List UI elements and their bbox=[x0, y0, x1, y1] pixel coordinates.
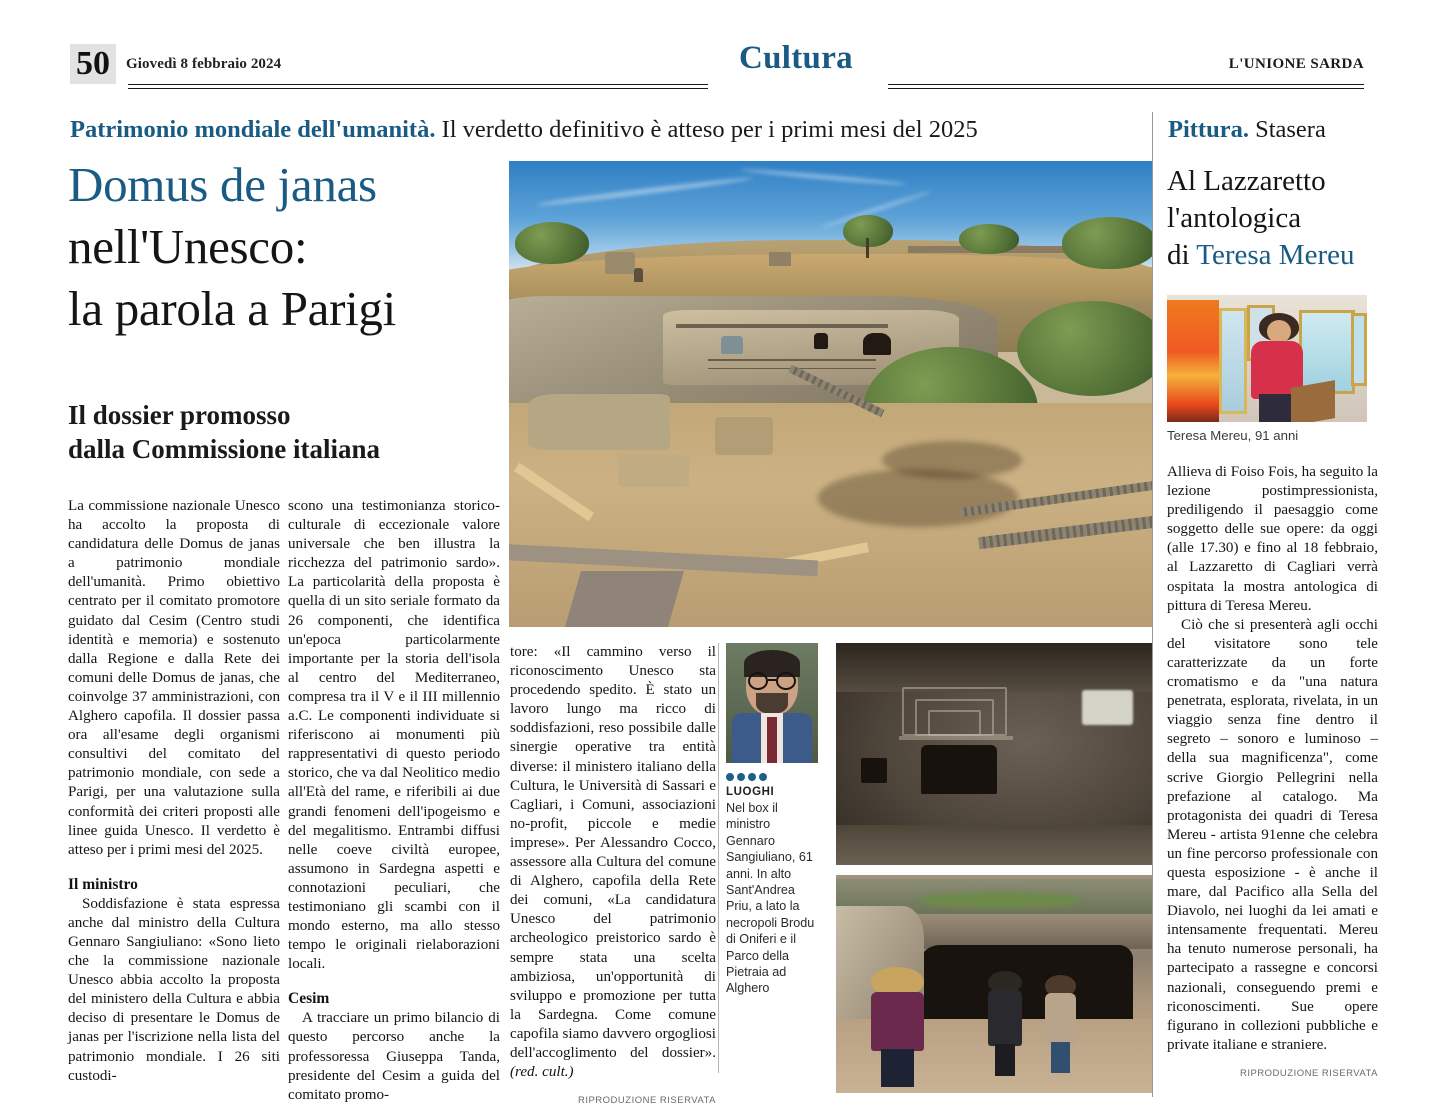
paragraph bbox=[510, 643, 716, 1082]
caption-box-luoghi bbox=[726, 643, 818, 997]
tree-shadow bbox=[818, 469, 1018, 527]
rock-outcrop bbox=[618, 455, 689, 488]
paragraph: Soddisfazione è stata espressa anche dal ministro della Cultura Gennaro Sangiuliano: «Sono lieto che la commissione nazionale Unesco abbia accolto la proposta del ministero della Cultura e abbia deciso di presentare le Domus de janas per l'iscrizione nella lista del patrimonio mondiale. I 26 siti custodi- bbox=[68, 895, 280, 1084]
copyright-notice: RIPRODUZIONE RISERVATA bbox=[577, 1095, 716, 1107]
paragraph: La commissione nazionale Unesco ha accolto la proposta di candidatura delle Domus de janas a patrimonio mondiale dell'umanità. Primo obiettivo centrato per il comitato promotore guidato dal Cesim (Centro studi identità e memoria) e sostenuto dalla Regione e dalla Rete dei comuni delle Domus de janas, che coinvolge 37 amministrazioni, con Alghero capofila. Il dossier passa ora all'esame degli organismi consultivi del comitato del patrimonio mondiale, con sede a Parigi, per una valutazione sulla conformità dei criteri proposti alle linee guida Unesco. Il verdetto è atteso per i primi mesi del 2025. bbox=[68, 498, 280, 858]
tomb-lintel bbox=[676, 324, 888, 328]
cave-floor bbox=[836, 825, 1152, 865]
headline-line-1: Domus de janas bbox=[68, 157, 377, 212]
painting-framed-left bbox=[1219, 308, 1247, 415]
person-legs bbox=[1051, 1042, 1070, 1073]
masthead-rule-left bbox=[128, 84, 708, 89]
eyeglasses-icon bbox=[748, 672, 768, 690]
masthead bbox=[70, 40, 1364, 92]
sidebar-article-body bbox=[1167, 463, 1378, 1098]
eyeglasses-icon bbox=[776, 672, 796, 690]
issue-date: Giovedì 8 febbraio 2024 bbox=[126, 56, 282, 72]
tomb-entrance bbox=[814, 333, 828, 349]
person-coat bbox=[1045, 993, 1077, 1044]
newspaper-brand: L'UNIONE SARDA bbox=[1228, 56, 1364, 72]
person-legs bbox=[881, 1049, 913, 1087]
carved-cornice bbox=[899, 736, 1013, 740]
page-title bbox=[68, 154, 498, 340]
subheadline-line-1: Il dossier promosso bbox=[68, 400, 291, 430]
photo-necropoli-brodu bbox=[836, 643, 1152, 865]
caption-text: Nel box il ministro Gennaro Sangiuliano, 61 anni. In alto Sant'Andrea Priu, a lato la necropoli Brodu di Oniferi e il Parco della Pietraia ad Alghero bbox=[726, 801, 815, 996]
sidebar-headline-artist-name: Teresa Mereu bbox=[1196, 239, 1355, 271]
paragraph: Allieva di Foiso Fois, ha seguito la lezione postimpressionista, prediligendo il paesaggio come soggetto delle sue opere: da oggi (alle 17.30) e fino al 18 febbraio, al Lazzaretto di Cagliari verrà ospitata la mostra antologica di pittura di Teresa Mereu. bbox=[1167, 464, 1378, 614]
masthead-rule-right bbox=[888, 84, 1364, 89]
ruin-opening bbox=[634, 268, 643, 282]
photo-santandrea-priu bbox=[509, 161, 1152, 627]
subsection-heading-ministro: Il ministro bbox=[68, 875, 138, 893]
person-jacket bbox=[871, 992, 925, 1051]
grass-patch bbox=[918, 892, 1082, 907]
tree-icon bbox=[959, 224, 1019, 254]
article-column-2 bbox=[288, 497, 500, 1103]
main-kicker-text: Il verdetto definitivo è atteso per i primi mesi del 2025 bbox=[435, 116, 978, 143]
light-opening bbox=[1082, 690, 1133, 726]
section-title: Cultura bbox=[739, 40, 853, 76]
sidebar-kicker-text: Stasera bbox=[1248, 116, 1326, 143]
photo-minister-portrait bbox=[726, 643, 818, 763]
tree-icon bbox=[1017, 301, 1152, 396]
section-dots-icon bbox=[726, 773, 818, 781]
carved-frame-inner bbox=[928, 710, 982, 737]
tomb-entrance-large bbox=[863, 333, 891, 355]
sidebar-headline-line-1: Al Lazzaretto bbox=[1167, 165, 1326, 197]
tree-icon bbox=[515, 222, 589, 264]
main-kicker bbox=[70, 115, 1130, 145]
paragraph: Ciò che si presenterà agli occhi del visitatore sono tele caratterizzate da un forte cromatismo e da "una natura penetrata, esplorata, rivelata, in un viaggio senza fine dentro il segreto – sonoro e luminoso – della sua magnificenza", come scrive Giorgio Pellegrini nella prefazione al catalogo. Ma protagonista dei quadri di Teresa Mereu - artista 91enne che celebra un fine percorso professionale con questa esposizione - è anche il mare, dal Pacifico alla Sella del Diavolo, nei luoghi da lei amati e intensamente frequentati. Mereu ha tenuto numerose personali, ha partecipato a rassegne e concorsi nazionali, conseguendo premi e riconoscimenti. Sue opere figurano in collezioni pubbliche e private italiane e straniere. bbox=[1167, 616, 1378, 1053]
person-coat bbox=[988, 990, 1023, 1046]
walkway-ramp bbox=[565, 571, 684, 627]
headline-line-2: nell'Unesco: bbox=[68, 219, 308, 274]
column-rule bbox=[718, 643, 719, 1073]
sidebar-headline-line-3-pre: di bbox=[1167, 239, 1197, 271]
tomb-entrance bbox=[721, 336, 743, 354]
painting-orange bbox=[1167, 300, 1219, 422]
rock-outcrop bbox=[528, 394, 669, 450]
photo-parco-della-pietraia bbox=[836, 875, 1152, 1093]
sidebar-page-title bbox=[1167, 163, 1379, 274]
subheadline bbox=[68, 398, 508, 466]
sidebar-kicker-label: Pittura. bbox=[1168, 116, 1249, 143]
tomb-niche-small bbox=[861, 758, 886, 782]
portrait-tie bbox=[767, 717, 776, 763]
sidebar-divider bbox=[1152, 112, 1153, 1097]
person-legs bbox=[995, 1044, 1016, 1075]
wooden-lectern bbox=[1291, 380, 1335, 422]
rock-outcrop bbox=[715, 417, 773, 454]
tree-shadow bbox=[882, 441, 1022, 479]
tree-trunk-icon bbox=[866, 238, 869, 258]
subheadline-line-2: dalla Commissione italiana bbox=[68, 434, 381, 464]
cave-opening bbox=[918, 945, 1133, 1019]
article-column-3 bbox=[510, 643, 716, 1107]
ruin-block bbox=[769, 252, 791, 266]
main-kicker-label: Patrimonio mondiale dell'umanità. bbox=[70, 116, 436, 143]
photo-teresa-mereu bbox=[1167, 295, 1367, 422]
sidebar-photo-caption: Teresa Mereu, 91 anni bbox=[1167, 428, 1299, 443]
sidebar-headline-line-2: l'antologica bbox=[1167, 202, 1302, 234]
copyright-notice: RIPRODUZIONE RISERVATA bbox=[1239, 1067, 1378, 1079]
article-column-1 bbox=[68, 497, 280, 1097]
cave-ceiling bbox=[836, 643, 1152, 692]
person-visitor-right bbox=[1045, 975, 1077, 1073]
portrait-beard bbox=[756, 693, 787, 713]
caption-label: LUOGHI bbox=[726, 786, 775, 798]
person-visitor-foreground bbox=[871, 967, 925, 1085]
ruin-block bbox=[605, 252, 635, 274]
byline-signature: (red. cult.) bbox=[510, 1064, 574, 1081]
tree-icon bbox=[1062, 217, 1152, 269]
tomb-niche-main bbox=[921, 745, 997, 794]
sidebar-kicker bbox=[1168, 115, 1378, 145]
eyeglasses-bridge-icon bbox=[768, 679, 775, 681]
paragraph: scono una testimonianza storico-culturale di eccezionale valore universale che ben illustra la ricchezza del patrimonio sardo». La particolarità della proposta è quella di un sito seriale formato da 26 componenti, che identifica un'epoca particolarmente importante per la storia dell'isola al centro del Mediterraneo, compresa tra il V e il III millennio a.C. Le componenti individuate si riferiscono ai monumenti più rappresentativi di questo periodo storico, che va dal Neolitico medio all'Età del rame, e riferibili ai due grandi fenomeni dell'ipogeismo e del megalitismo. Entrambi diffusi nelle coeve civiltà europee, assumono in Sardegna aspetti e connotazioni peculiari, che testimoniano gli scambi con il mondo esterno, ma allo stesso tempo le originali rielaborazioni locali. bbox=[288, 498, 500, 973]
paragraph: A tracciare un primo bilancio di questo percorso anche la professoressa Giuseppa Tanda, presidente del Cesim a guida del comitato promo- bbox=[288, 1010, 500, 1103]
headline-line-3: la parola a Parigi bbox=[68, 281, 396, 336]
paragraph-text: tore: «Il cammino verso il riconoscimento Unesco sta procedendo spedito. È stato un lavoro lungo ma ricco di soddisfazioni, reso possibile dalle sinergie operative tra entità diverse: il ministero italiano della Cultura, le Università di Sassari e Cagliari, i Comuni, associazioni no-profit, piccole e medie imprese». Per Alessandro Cocco, assessore alla Cultura del comune di Alghero, capofila della Rete dei comuni, «La candidatura Unesco del patrimonio archeologico preistorico sardo è sempre stata una scelta ambiziosa, un'opportunità di sviluppo e promozione per tutta la Sardegna. Come comune capofila siamo davvero orgogliosi dell'accoglimento del dossier». bbox=[510, 644, 716, 1061]
page-number: 50 bbox=[70, 44, 116, 84]
painting-framed-right bbox=[1351, 313, 1367, 387]
subsection-heading-cesim: Cesim bbox=[288, 990, 330, 1008]
person-visitor-middle bbox=[988, 971, 1023, 1076]
